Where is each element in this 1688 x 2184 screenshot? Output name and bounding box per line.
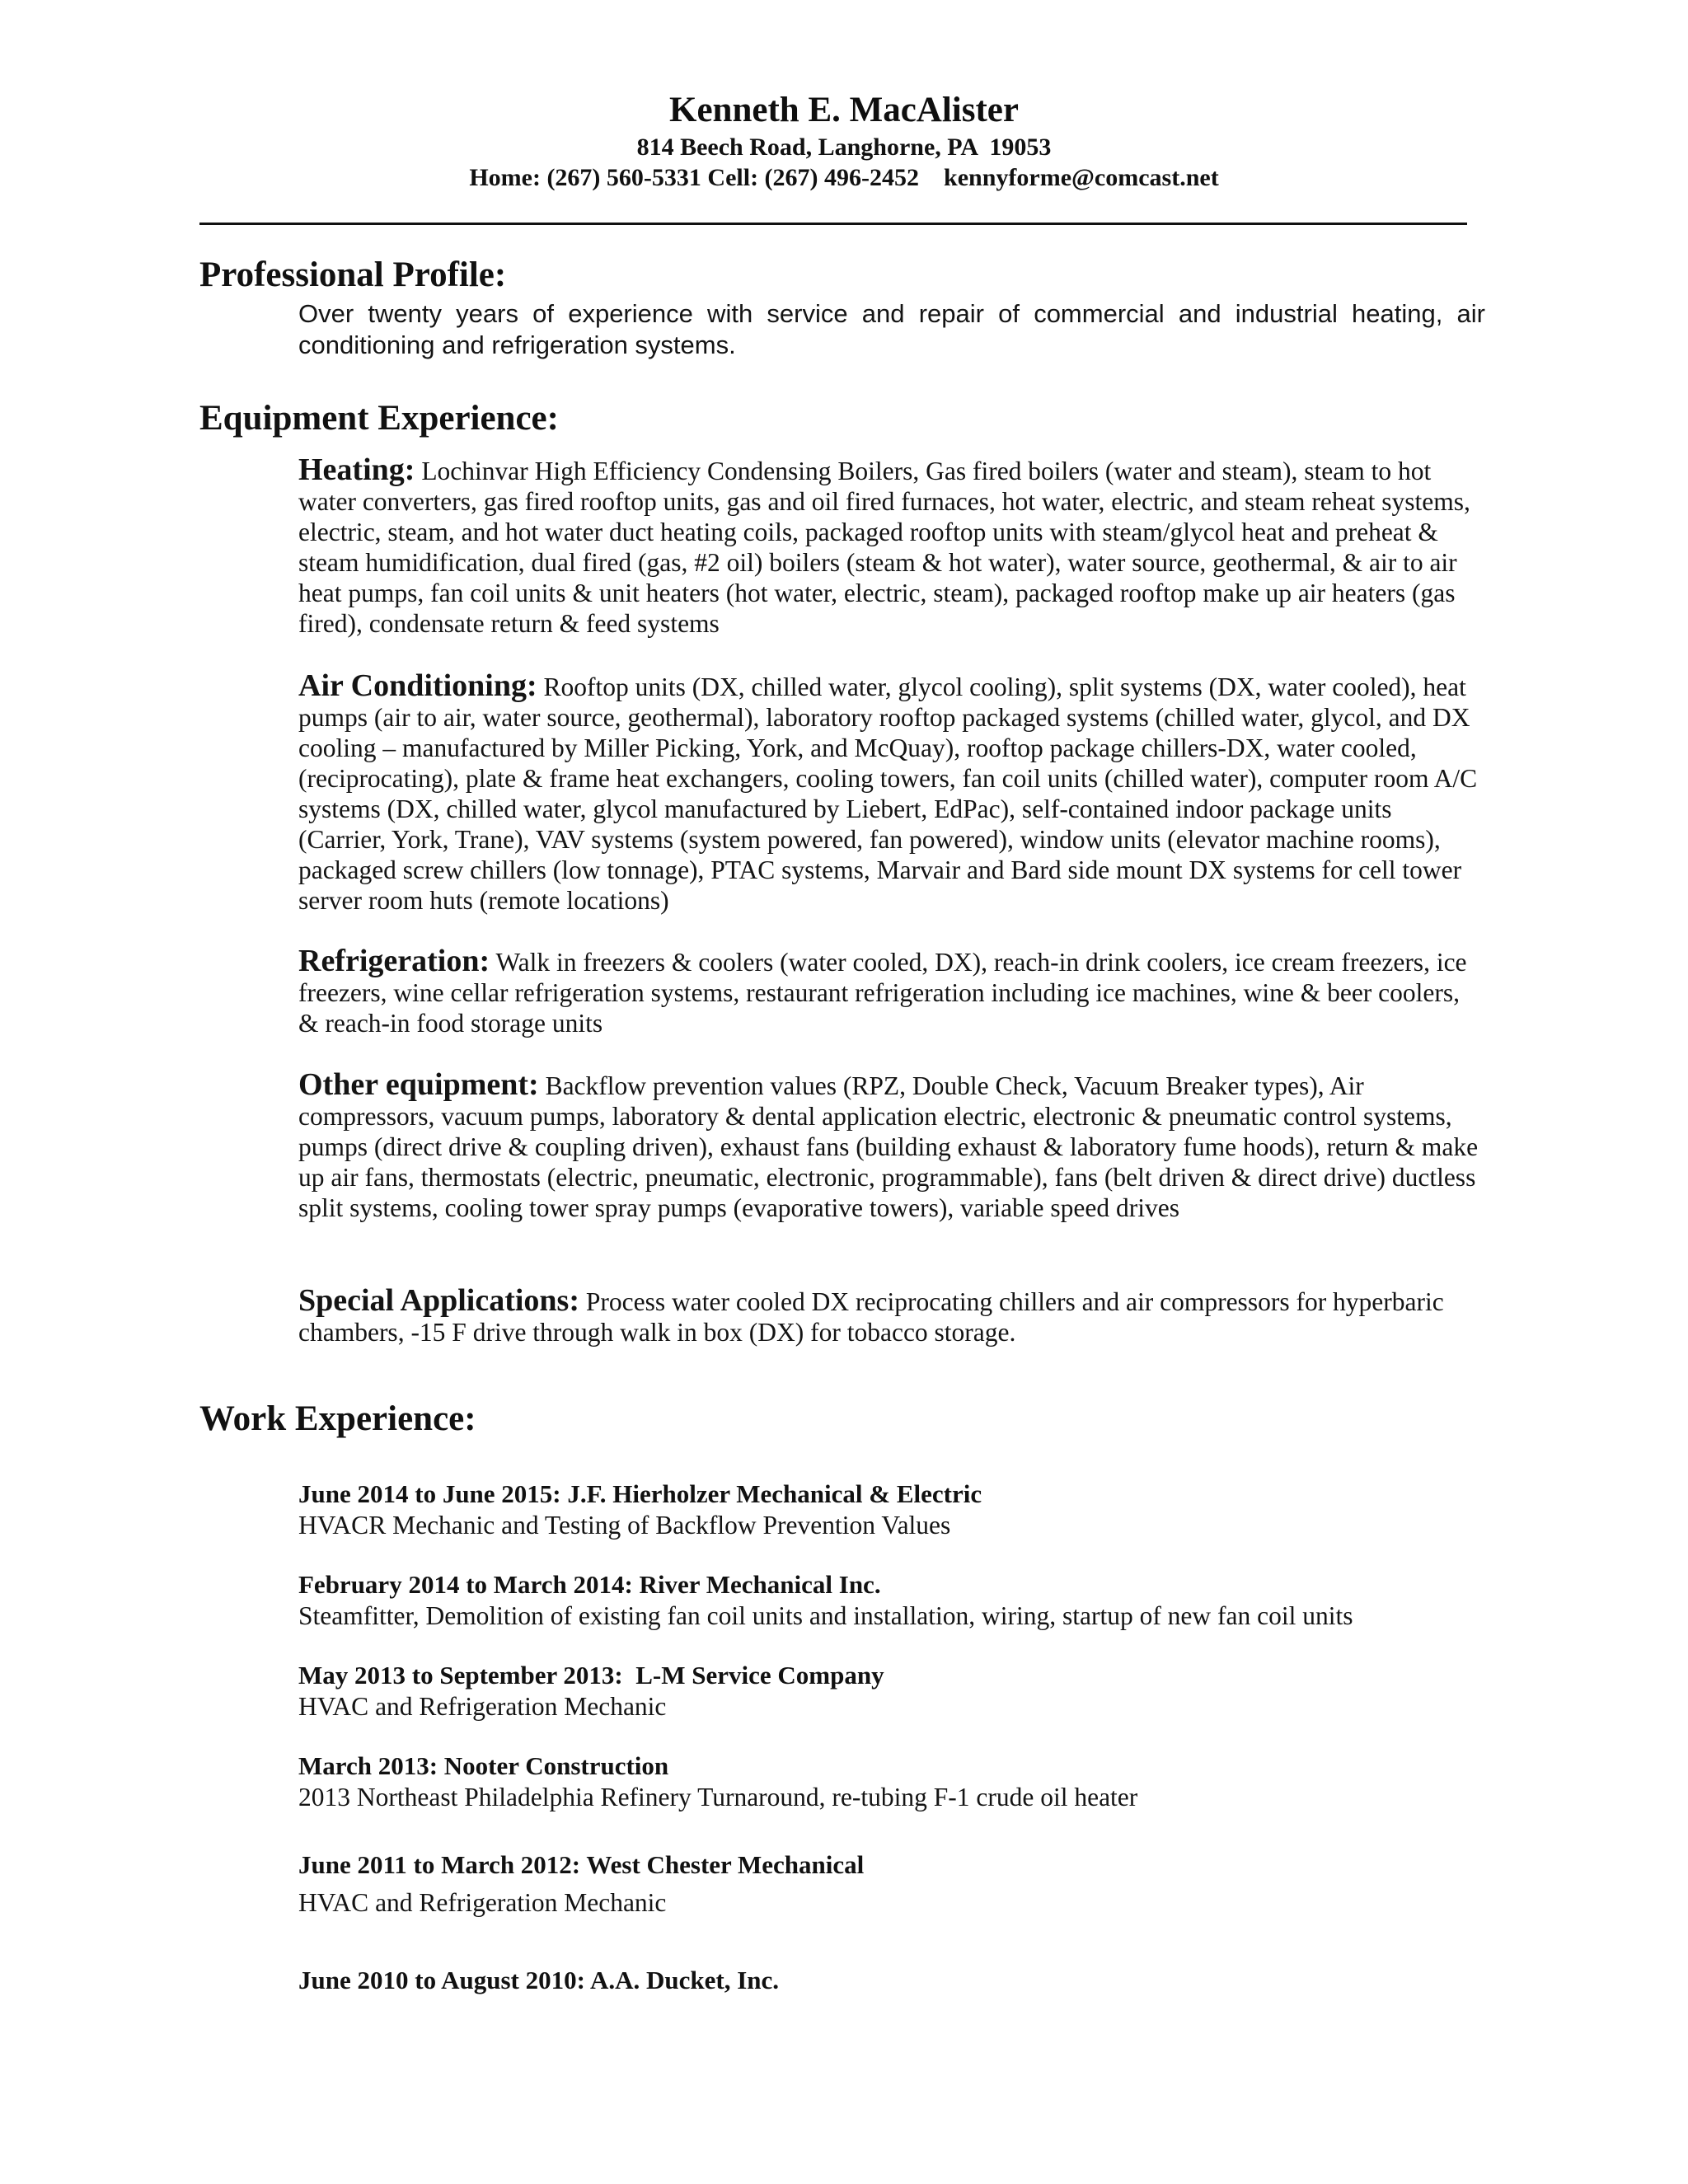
equipment-text: Walk in freezers & coolers (water cooled, DX), reach-in drink coolers, ice cream freezers, ice freezers, wine cellar refrigeration systems, restaurant refrigeration including ice machines, wine & beer coolers, & reach-in food storage units bbox=[298, 948, 1467, 1038]
equipment-text: Backflow prevention values (RPZ, Double Check, Vacuum Breaker types), Air compressors, vacuum pumps, laboratory & dental application electric, electronic & pneumatic control systems, pumps (direct drive & coupling driven), exhaust fans (building exhaust & laboratory fume hoods), return & make up air fans, thermostats (electric, pneumatic, electronic, programmable), fans (belt driven & direct drive) ductless split systems, cooling tower spray pumps (evaporative towers), variable speed drives bbox=[298, 1071, 1479, 1222]
equipment-heating bbox=[298, 452, 1485, 639]
job-description: 2013 Northeast Philadelphia Refinery Turnaround, re-tubing F-1 crude oil heater bbox=[298, 1783, 1138, 1811]
equipment-special-applications bbox=[298, 1283, 1485, 1347]
equipment-text: Rooftop units (DX, chilled water, glycol cooling), split systems (DX, water cooled), heat pumps (air to air, water source, geothermal), laboratory rooftop packaged systems (chilled water, glycol, and DX cooling – manufactured by Miller Picking, York, and McQuay), rooftop package chillers-DX, water cooled, (reciprocating), plate & frame heat exchangers, cooling towers, fan coil units (chilled water), computer room A/C systems (DX, chilled water, glycol manufactured by Liebert, EdPac), self-contained indoor package units (Carrier, York, Trane), VAV systems (system powered, fan powered), window units (elevator machine rooms), packaged screw chillers (low tonnage), PTAC systems, Marvair and Bard side mount DX systems for cell tower server room huts (remote locations) bbox=[298, 673, 1478, 915]
resume-header bbox=[0, 89, 1688, 193]
job-description: HVACR Mechanic and Testing of Backflow Prevention Values bbox=[298, 1511, 951, 1540]
equipment-air-conditioning bbox=[298, 668, 1485, 916]
profile-text: Over twenty years of experience with service and repair of commercial and industrial heating, air conditioning and refrigeration systems. bbox=[298, 299, 1485, 359]
equipment-heading: Equipment Experience: bbox=[199, 399, 559, 438]
equipment-text: Lochinvar High Efficiency Condensing Boilers, Gas fired boilers (water and steam), steam to hot water converters, gas fired rooftop units, gas and oil fired furnaces, hot water, electric, and steam reheat systems, electric, steam, and hot water duct heating coils, packaged rooftop units with steam/glycol heat and preheat & steam humidification, dual fired (gas, #2 oil) boilers (steam & hot water), water source, geothermal, & air to air heat pumps, fan coil units & unit heaters (hot water, electric, steam), packaged rooftop make up air heaters (gas fired), condensate return & feed systems bbox=[298, 457, 1470, 638]
job-title: June 2010 to August 2010: A.A. Ducket, Inc. bbox=[298, 1966, 780, 1994]
job-title: June 2011 to March 2012: West Chester Mechanical bbox=[298, 1850, 865, 1879]
equipment-label: Refrigeration: bbox=[298, 944, 490, 978]
equipment-label: Other equipment: bbox=[298, 1067, 539, 1102]
profile-heading: Professional Profile: bbox=[199, 255, 507, 294]
job-entry bbox=[298, 1479, 1535, 1541]
job-title: February 2014 to March 2014: River Mechanical Inc. bbox=[298, 1570, 881, 1599]
equipment-label: Heating: bbox=[298, 452, 415, 487]
job-entry bbox=[298, 1965, 1535, 1996]
job-entry bbox=[298, 1849, 1535, 1919]
job-entry bbox=[298, 1569, 1535, 1632]
equipment-other bbox=[298, 1067, 1485, 1223]
equipment-text: Process water cooled DX reciprocating chillers and air compressors for hyperbaric chambers, -15 F drive through walk in box (DX) for tobacco storage. bbox=[298, 1287, 1444, 1347]
equipment-refrigeration bbox=[298, 946, 1485, 1038]
candidate-address: 814 Beech Road, Langhorne, PA 19053 bbox=[636, 134, 1052, 161]
equipment-label: Air Conditioning: bbox=[298, 668, 537, 703]
candidate-contact: Home: (267) 560-5331 Cell: (267) 496-2452 kennyforme@comcast.net bbox=[469, 164, 1219, 191]
job-description: HVAC and Refrigeration Mechanic bbox=[298, 1692, 667, 1721]
job-entry bbox=[298, 1750, 1535, 1813]
job-title: May 2013 to September 2013: L-M Service Company bbox=[298, 1661, 884, 1690]
work-heading: Work Experience: bbox=[199, 1399, 476, 1438]
job-title: March 2013: Nooter Construction bbox=[298, 1751, 669, 1780]
job-description: HVAC and Refrigeration Mechanic bbox=[298, 1888, 667, 1917]
job-entry bbox=[298, 1660, 1535, 1722]
job-description: Steamfitter, Demolition of existing fan coil units and installation, wiring, startup of new fan coil units bbox=[298, 1601, 1353, 1630]
job-title: June 2014 to June 2015: J.F. Hierholzer Mechanical & Electric bbox=[298, 1479, 982, 1508]
header-divider bbox=[199, 223, 1467, 225]
candidate-name: Kenneth E. MacAlister bbox=[669, 91, 1019, 129]
equipment-label: Special Applications: bbox=[298, 1283, 579, 1318]
